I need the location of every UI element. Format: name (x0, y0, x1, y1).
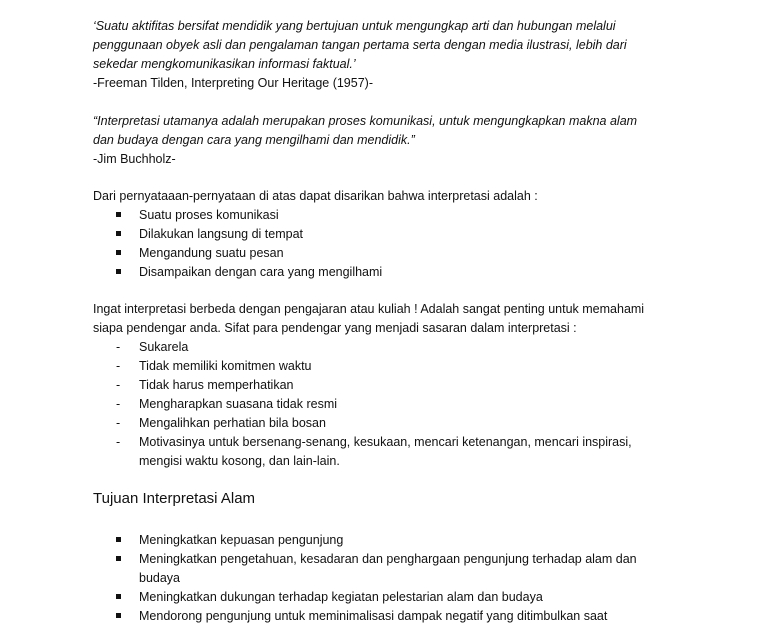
list-item-text: Meningkatkan dukungan terhadap kegiatan pelestarian alam dan budaya (139, 590, 543, 604)
square-bullet-icon (116, 250, 121, 255)
audience-intro-line-2: siapa pendengar anda. Sifat para pendengar yang menjadi sasaran dalam interpretasi : (93, 321, 577, 335)
quote-tilden-line-3: sekedar mengkomunikasikan informasi faktual.’ (93, 57, 356, 71)
square-bullet-icon (116, 594, 121, 599)
list-item-text: Tidak memiliki komitmen waktu (139, 359, 312, 373)
square-bullet-icon (116, 212, 121, 217)
dash-bullet-icon: - (116, 397, 121, 411)
list-item-text: Suatu proses komunikasi (139, 208, 279, 222)
square-bullet-icon (116, 537, 121, 542)
list-item-text: budaya (139, 571, 181, 585)
list-item-text: Mengandung suatu pesan (139, 246, 284, 260)
list-item-text: Disampaikan dengan cara yang mengilhami (139, 265, 383, 279)
list-item-text: mengisi waktu kosong, dan lain-lain. (139, 454, 340, 468)
square-bullet-icon (116, 269, 121, 274)
list-item-text: Tidak harus memperhatikan (139, 378, 294, 392)
dash-bullet-icon: - (116, 435, 121, 449)
quote-tilden-line-2: penggunaan obyek asli dan pengalaman tangan pertama serta dengan media ilustrasi, lebih dari (93, 38, 627, 52)
quote-tilden-attribution: -Freeman Tilden, Interpreting Our Heritage (1957)- (93, 76, 373, 90)
quote-buchholz-line-2: dan budaya dengan cara yang mengilhami dan mendidik.” (93, 133, 415, 147)
dash-bullet-icon: - (116, 340, 121, 354)
list-item-text: Sukarela (139, 340, 189, 354)
audience-intro-line-1: Ingat interpretasi berbeda dengan pengajaran atau kuliah ! Adalah sangat penting untuk memahami (93, 302, 645, 316)
list-item-text: Meningkatkan kepuasan pengunjung (139, 533, 344, 547)
square-bullet-icon (116, 613, 121, 618)
list-item-text: Dilakukan langsung di tempat (139, 227, 303, 241)
list-item-text: Mendorong pengunjung untuk meminimalisasi dampak negatif yang ditimbulkan saat (139, 609, 608, 623)
section-heading: Tujuan Interpretasi Alam (93, 490, 256, 507)
list-item-text: Motivasinya untuk bersenang-senang, kesukaan, mencari ketenangan, mencari inspirasi, (139, 435, 632, 449)
dash-bullet-icon: - (116, 359, 121, 373)
dash-bullet-icon: - (116, 378, 121, 392)
square-bullet-icon (116, 556, 121, 561)
quote-buchholz-line-1: “Interpretasi utamanya adalah merupakan proses komunikasi, untuk mengungkapkan makna alam (93, 114, 638, 128)
definition-intro: Dari pernyataaan-pernyataan di atas dapat disarikan bahwa interpretasi adalah : (93, 189, 538, 203)
dash-bullet-icon: - (116, 416, 121, 430)
quote-tilden-line-1: ‘Suatu aktifitas bersifat mendidik yang bertujuan untuk mengungkap arti dan hubungan melalui (93, 19, 616, 33)
list-item-text: Mengharapkan suasana tidak resmi (139, 397, 338, 411)
list-item-text: Mengalihkan perhatian bila bosan (139, 416, 326, 430)
square-bullet-icon (116, 231, 121, 236)
list-item-text: Meningkatkan pengetahuan, kesadaran dan penghargaan pengunjung terhadap alam dan (139, 552, 637, 566)
quote-buchholz-attribution: -Jim Buchholz- (93, 152, 176, 166)
